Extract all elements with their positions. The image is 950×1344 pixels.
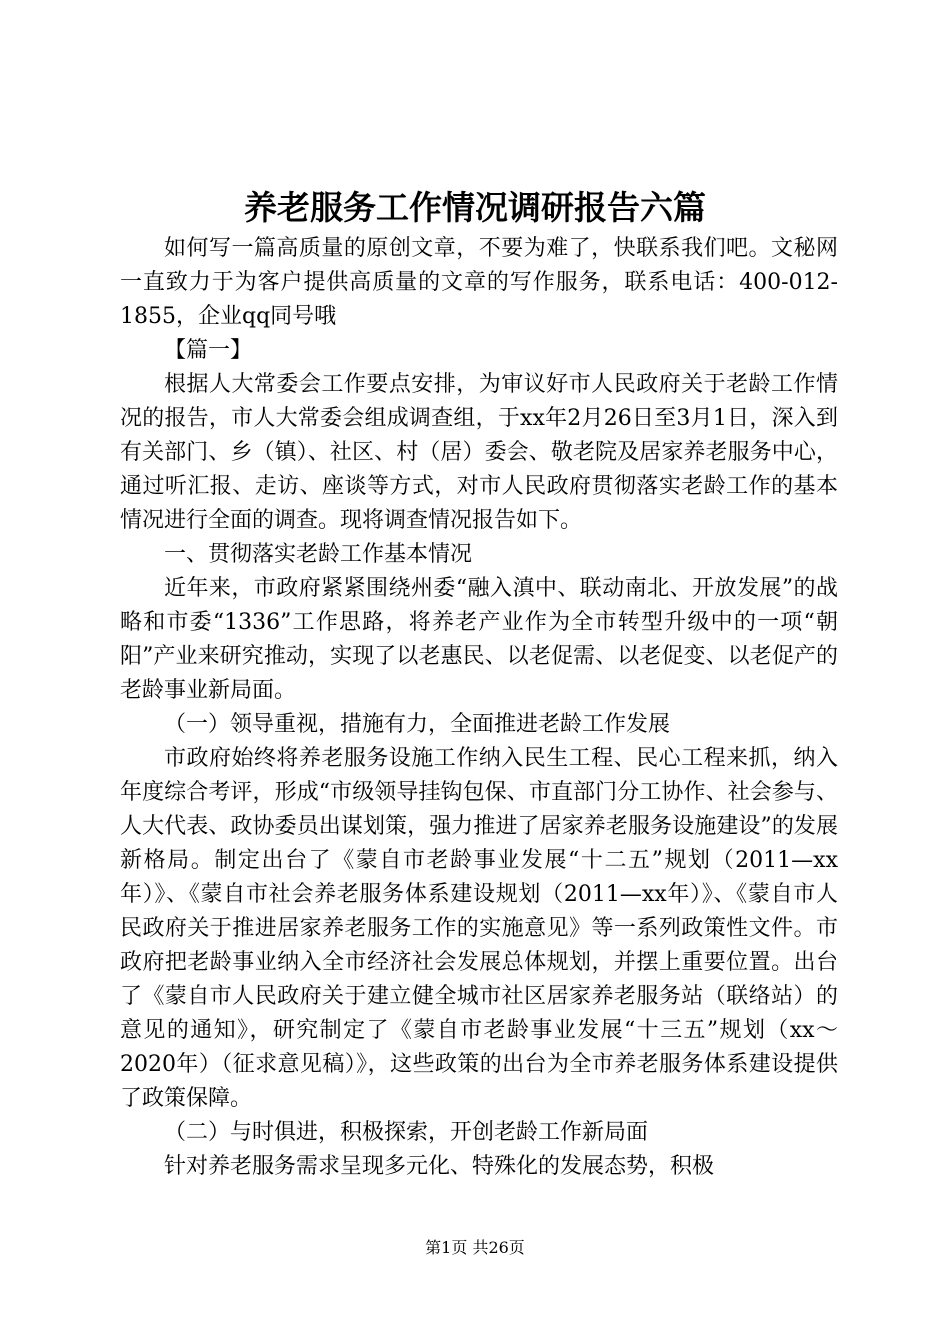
- document-body: [120, 232, 838, 1184]
- subheading-leadership: （一）领导重视，措施有力，全面推进老龄工作发展: [164, 712, 671, 737]
- subheading-innovation: （二）与时俱进，积极探索，开创老龄工作新局面: [164, 1120, 649, 1145]
- page-number-footer: 第1页 共26页: [425, 1238, 525, 1257]
- section-heading-part-one: 【篇一】: [164, 338, 253, 363]
- paragraph-policies: 市政府始终将养老服务设施工作纳入民生工程、民心工程来抓，纳入年度综合考评，形成“市级领导挂钩包保、市直部门分工协作、社会参与、人大代表、政协委员出谋划策，强力推进了居家养老服务设施建设”的发展新格局。制定出台了《蒙自市老龄事业发展“十二五”规划（2011—xx年）》、《蒙自市社会养老服务体系建设规划（2011—xx年）》、《蒙自市人民政府关于推进居家养老服务工作的实施意见》等一系列政策性文件。市政府把老龄事业纳入全市经济社会发展总体规划，并摆上重要位置。出台了《蒙自市人民政府关于建立健全城市社区居家养老服务站（联络站）的意见的通知》，研究制定了《蒙自市老龄事业发展“十三五”规划（xx～2020年）（征求意见稿）》，这些政策的出台为全市养老服务体系建设提供了政策保障。: [120, 746, 838, 1111]
- document-title: 养老服务工作情况调研报告六篇: [244, 188, 706, 227]
- heading-basic-situation: 一、贯彻落实老龄工作基本情况: [164, 542, 473, 567]
- paragraph-recent-years: 近年来，市政府紧紧围绕州委“融入滇中、联动南北、开放发展”的战略和市委“1336”工作思路，将养老产业作为全市转型升级中的一项“朝阳”产业来研究推动，实现了以老惠民、以老促需、以老促变、以老促产的老龄事业新局面。: [120, 576, 838, 703]
- paragraph-diverse-needs: 针对养老服务需求呈现多元化、特殊化的发展态势，积极: [164, 1154, 715, 1179]
- paragraph-investigation: 根据人大常委会工作要点安排，为审议好市人民政府关于老龄工作情况的报告，市人大常委会组成调查组，于xx年2月26日至3月1日，深入到有关部门、乡（镇）、社区、村（居）委会、敬老院及居家养老服务中心，通过听汇报、走访、座谈等方式，对市人民政府贯彻落实老龄工作的基本情况进行全面的调查。现将调查情况报告如下。: [120, 372, 838, 533]
- paragraph-intro: 如何写一篇高质量的原创文章，不要为难了，快联系我们吧。文秘网一直致力于为客户提供高质量的文章的写作服务，联系电话：400-012-1855，企业qq同号哦: [120, 236, 838, 329]
